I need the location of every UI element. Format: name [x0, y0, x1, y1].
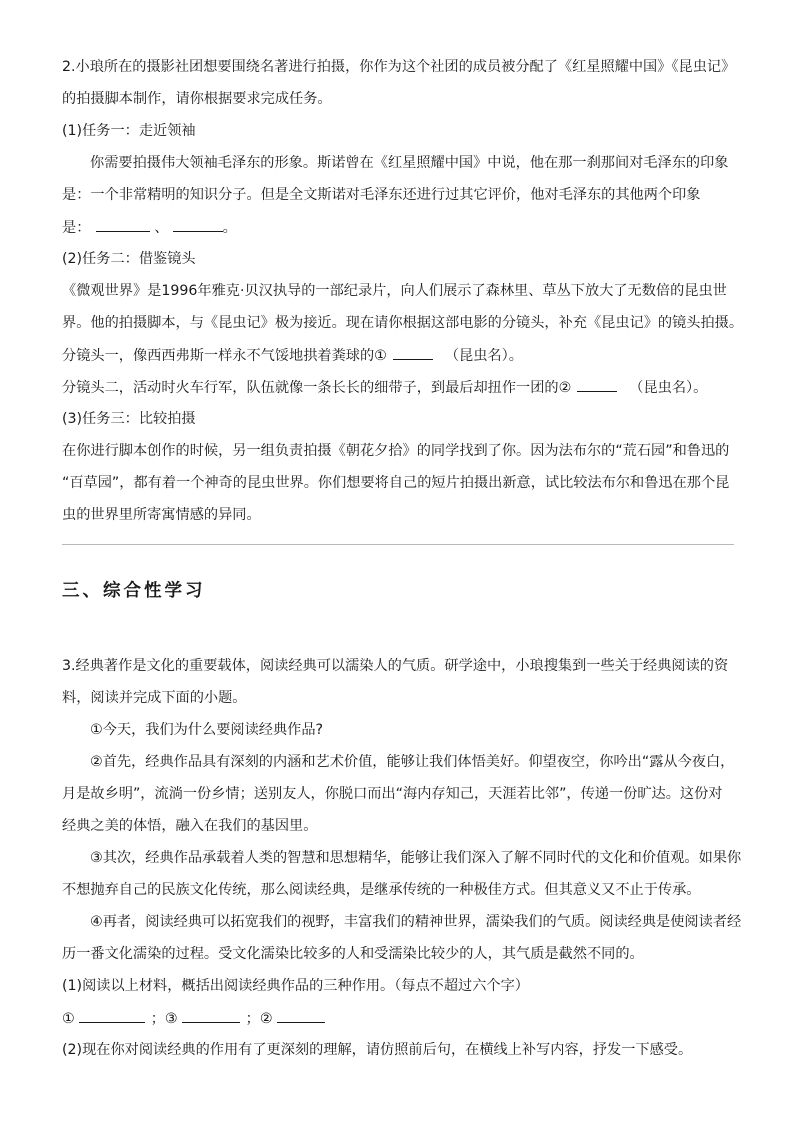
task1-end: 。 [222, 220, 237, 236]
sub-question-1: (1)阅读以上材料，概括出阅读经典作品的三种作用。（每点不超过六个字） [62, 978, 529, 994]
paragraph-3-line-2: 不想抛弃自己的民族文化传统，那么阅读经典，是继承传统的一种极佳方式。但其意义又不止于传承。 [62, 882, 701, 898]
task1-line-3 [62, 217, 237, 238]
task1-separator: 、 [154, 220, 169, 236]
answer-blank-insect-1[interactable] [393, 345, 433, 360]
answer-blank-impression-2[interactable] [173, 217, 223, 232]
q3-intro-line-1: 3.经典著作是文化的重要载体，阅读经典可以濡染人的气质。研学途中，小琅搜集到一些关于经典阅读的资 [62, 658, 729, 674]
paragraph-2-line-1: ②首先，经典作品具有深刻的内涵和艺术价值，能够让我们体悟美好。仰望夜空，你吟出“露从今夜白， [90, 754, 735, 770]
paragraph-2-line-2: 月是故乡明”，流淌一份乡情；送别友人，你脱口而出“海内存知己，天涯若比邻”，传递一份旷达。这份对 [62, 786, 723, 802]
answer-blank-function-2[interactable] [277, 1008, 325, 1023]
paragraph-3-line-1: ③其次，经典作品承载着人类的智慧和思想精华，能够让我们深入了解不同时代的文化和价值观。如果你 [90, 850, 742, 866]
task3-line-3: 虫的世界里所寄寓情感的异同。 [62, 507, 261, 523]
task3-line-2: “百草园”，都有着一个神奇的昆虫世界。你们想要将自己的短片拍摄出新意，试比较法布尔和鲁迅在那个昆 [62, 475, 730, 491]
shot2-suffix: （昆虫名）。 [629, 380, 708, 396]
sub-question-2: (2)现在你对阅读经典的作用有了更深刻的理解，请仿照前后句，在横线上补写内容，抒发一下感受。 [62, 1042, 693, 1058]
shot1-suffix: （昆虫名）。 [444, 348, 523, 364]
task3-title: (3)任务三：比较拍摄 [62, 411, 196, 427]
task1-line-2: 是：一个非常精明的知识分子。但是全文斯诺对毛泽东还进行过其它评价，他对毛泽东的其他两个印象 [62, 187, 701, 203]
task2-title: (2)任务二：借鉴镜头 [62, 251, 196, 267]
task3-line-1: 在你进行脚本创作的时候，另一组负责拍摄《朝花夕拾》的同学找到了你。因为法布尔的“荒石园”和鲁迅的 [62, 443, 730, 459]
q3-intro-line-2: 料，阅读并完成下面的小题。 [62, 690, 247, 706]
blank-label-3: ；③ [150, 1011, 178, 1027]
task2-line-1: 《微观世界》是1996年雅克·贝汉执导的一部纪录片，向人们展示了森林里、草丛下放大了无数倍的昆虫世 [62, 283, 727, 299]
shot1-line [62, 345, 523, 366]
blank-label-1: ① [62, 1011, 75, 1027]
shot2-prefix: 分镜头二，活动时火车行军，队伍就像一条长长的细带子，到最后却扭作一团的② [62, 380, 572, 396]
q2-intro-line-1: 2.小琅所在的摄影社团想要围绕名著进行拍摄，你作为这个社团的成员被分配了《红星照耀中国》《昆虫记》 [62, 59, 736, 75]
paragraph-4-line-1: ④再者，阅读经典可以拓宽我们的视野，丰富我们的精神世界，濡染我们的气质。阅读经典是使阅读者经 [90, 914, 742, 930]
shot2-line [62, 377, 707, 398]
task1-prefix: 是： [62, 220, 91, 236]
task1-title: (1)任务一：走近领袖 [62, 123, 196, 139]
paragraph-1: ①今天，我们为什么要阅读经典作品? [90, 722, 324, 738]
answer-blank-insect-2[interactable] [577, 377, 617, 392]
task2-line-2: 界。他的拍摄脚本，与《昆虫记》极为接近。现在请你根据这部电影的分镜头，补充《昆虫记》的镜头拍摄。 [62, 315, 744, 331]
task1-line-1: 你需要拍摄伟大领袖毛泽东的形象。斯诺曾在《红星照耀中国》中说，他在那一刹那间对毛泽东的印象 [90, 155, 729, 171]
shot1-prefix: 分镜头一，像西西弗斯一样永不气馁地拱着粪球的① [62, 348, 387, 364]
answer-blank-impression-1[interactable] [96, 217, 150, 232]
section-divider [62, 544, 734, 545]
blank-label-2: ；② [245, 1011, 273, 1027]
answer-blanks-row [62, 1008, 325, 1029]
paragraph-4-line-2: 历一番文化濡染的过程。受文化濡染比较多的人和受濡染比较少的人，其气质是截然不同的。 [62, 946, 644, 962]
answer-blank-function-3[interactable] [182, 1008, 240, 1023]
paragraph-2-line-3: 经典之美的体悟，融入在我们的基因里。 [62, 818, 318, 834]
q2-intro-line-2: 的拍摄脚本制作，请你根据要求完成任务。 [62, 91, 332, 107]
section-heading: 三、综合性学习 [62, 581, 206, 601]
answer-blank-function-1[interactable] [79, 1008, 145, 1023]
